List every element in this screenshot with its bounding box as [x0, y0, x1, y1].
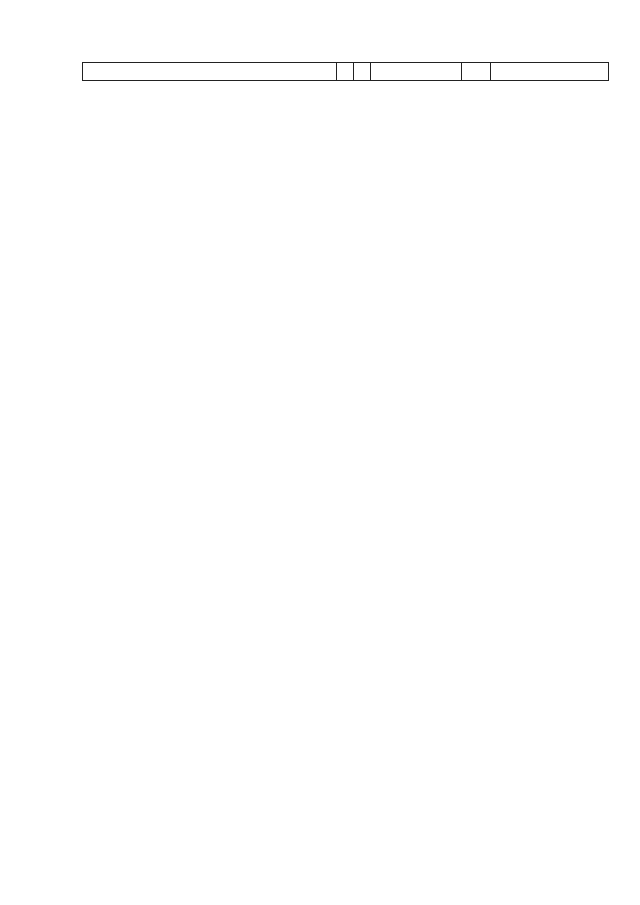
header-row [83, 63, 609, 81]
header-cell-amount [491, 63, 609, 81]
header-cell-name [83, 63, 337, 81]
header-cell-section [337, 63, 354, 81]
header-cell-subsection [354, 63, 371, 81]
header-cell-target-code [371, 63, 462, 81]
header-cell-expense-type [462, 63, 491, 81]
budget-table [82, 62, 609, 81]
